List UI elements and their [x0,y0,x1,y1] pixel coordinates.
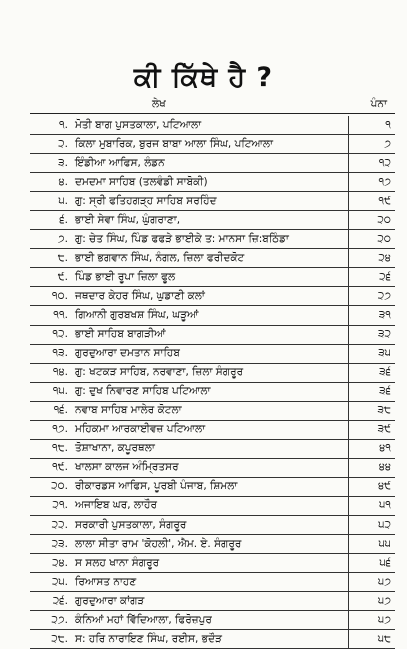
table-row [30,383,395,402]
row-page-number: ੩੫ [378,347,391,360]
row-number: ੫. [58,194,68,207]
table-row [30,421,395,440]
row-title: ਗੁ: ਖਟਕੜ ਸਾਹਿਬ, ਨਰਵਾਣਾ, ਜ਼ਿਲਾ ਸੰਗਰੂਰ [74,364,349,382]
row-page-number: ੨੬ [379,270,391,283]
row-page-number: ੧੭ [378,175,391,188]
row-title: ਮੋਤੀ ਬਾਗ ਪੁਸਤਕਾਲਾ, ਪਟਿਆਲਾ [74,116,349,134]
row-title: ਭਾਈ ਸਾਹਿਬ ਬਾਗੜੀਆਂ [74,326,349,344]
row-page-number: ੩੬ [379,366,391,379]
row-number: ੧੩. [52,347,68,360]
table-row [30,459,395,478]
row-number: ੨੨. [51,518,68,531]
row-number: ੮. [57,251,68,264]
table-row [30,345,395,364]
row-title: ਗੁਰਦੁਆਰਾ ਦਮਤਾਨ ਸਾਹਿਬ [74,345,349,363]
row-page-number: ੫੭ [378,613,391,626]
row-number: ੧. [58,118,68,131]
row-page-number: ੫੨ [378,518,391,531]
table-row [30,287,395,306]
table-row [30,364,395,383]
row-title: ਖਾਲਸਾ ਕਾਲਜ ਅੰਮ੍ਰਿਤਸਰ [74,459,349,477]
table-row [30,135,395,154]
row-title: ਨਵਾਬ ਸਾਹਿਬ ਮਾਲੇਰ ਕੋਟਲਾ [74,402,349,420]
row-page-number: ੪੯ [378,480,391,493]
row-page-number: ੫੭ [378,594,391,607]
row-title: ਭਾਈ ਸੇਵਾ ਸਿੰਘ, ਘੁੰਗਰਾਣਾ, [74,211,349,229]
table-row [30,268,395,287]
row-number: ੧੭. [52,423,68,436]
table-row [30,535,395,554]
table-row [30,497,395,516]
row-page-number: ੨੪ [378,251,391,264]
row-page-number: ੨੭ [377,289,391,302]
row-title: ਗੁਰਦੁਆਰਾ ਕਾਂਗੜ [74,592,349,610]
row-page-number: ੫੧ [379,499,391,512]
table-row [30,192,395,211]
row-number: ੨੦. [51,480,68,493]
row-page-number: ੧੯ [378,194,391,207]
header-divider [30,113,395,114]
row-number: ੧੨. [52,328,68,341]
row-number: ੭. [57,232,68,245]
row-number: ੩. [58,156,68,169]
row-title: ਸ ਸਲਹ ਖਾਨਾ ਸੰਗਰੂਰ [74,554,349,572]
row-title: ਜਥਦਾਰ ਕੇਹਰ ਸਿੰਘ, ਘੁਡਾਣੀ ਕਲਾਂ [74,287,349,305]
row-number: ੧੧. [53,308,68,321]
row-number: ੨੬. [52,594,68,607]
row-number: ੬. [59,213,68,226]
page-title: ਕੀ ਕਿੱਥੇ ਹੈ ? [133,62,274,93]
row-number: ੨. [58,137,68,150]
row-page-number: ੨੦ [377,213,391,226]
table-row [30,592,395,611]
row-title: ਲਾਲਾ ਸੀਤਾ ਰਾਮ 'ਕੋਹਲੀ', ਐਮ. ਏ. ਸੰਗਰੂਰ [74,535,349,553]
row-number: ੪. [58,175,68,188]
row-page-number: ੧ [385,118,391,131]
row-number: ੨੪. [52,556,68,569]
row-title: ਗੁ: ਦੁਖ ਨਿਵਾਰਣ ਸਾਹਿਬ ਪਟਿਆਲਾ [74,383,349,401]
table-row [30,116,395,135]
row-title: ਦਮਦਮਾ ਸਾਹਿਬ (ਤਲਵੰਡੀ ਸਾਬੋਕੀ) [74,173,349,191]
row-title: ਭਾਈ ਭਗਵਾਨ ਸਿੰਘ, ਨੰਗਲ, ਜ਼ਿਲਾ ਫਰੀਦਕੋਟ [74,249,349,267]
row-number: ੧੪. [52,366,68,379]
row-title: ਸਰਕਾਰੀ ਪੁਸਤਕਾਲਾ, ਸੰਗਰੂਰ [74,516,349,534]
row-title: ਸ: ਹਰਿ ਨਾਰਾਇਣ ਸਿੰਘ, ਰਈਸ, ਭਦੌੜ [74,630,349,648]
row-page-number: ੩੮ [377,404,391,417]
table-row [30,573,395,592]
row-page-number: ੫੮ [377,632,391,645]
table-row [30,611,395,630]
row-page-number: ੧੨ [378,156,391,169]
row-title: ਇੰਡੀਆ ਆਫਿਸ, ਲੰਡਨ [74,154,349,172]
row-page-number: ੫੬ [379,556,391,569]
column-header-page: ਪੰਨਾ [370,98,387,110]
table-row [30,230,395,249]
row-number: ੯. [57,270,68,283]
row-number: ੧੦. [51,289,68,302]
row-title: ਅਜਾਇਬ ਘਰ, ਲਾਹੌਰ [74,497,349,515]
table-row [30,478,395,497]
row-page-number: ੪੧ [379,442,391,455]
row-page-number: ੩੧ [378,308,391,321]
table-row [30,554,395,573]
row-page-number: ੫੫ [378,537,391,550]
table-row [30,154,395,173]
row-page-number: ੨੦ [377,232,391,245]
row-page-number: ੩੯ [377,423,391,436]
row-title: ਪਿੰਡ ਭਾਈ ਰੂਪਾ ਜ਼ਿਲਾ ਫੂਲ [74,268,349,286]
table-row [30,516,395,535]
row-title: ਗਿਆਨੀ ਗੁਰਬਖਸ਼ ਸਿੰਘ, ਘੜੂਆਂ [74,306,349,324]
table-row [30,306,395,325]
column-header-article: ਲੇਖ [152,98,166,110]
row-title: ਤੋਸ਼ਾਖਾਨਾ, ਕਪੂਰਥਲਾ [74,440,349,458]
table-row [30,211,395,230]
row-number: ੨੮. [51,632,68,645]
row-title: ਕੰਨਿਆਂ ਮਹਾਂ ਵਿੱਦਿਆਲਾ, ਫਿਰੋਜ਼ਪੁਰ [74,611,349,629]
row-number: ੨੭. [51,613,68,626]
table-row [30,173,395,192]
row-number: ੧੯. [52,461,68,474]
contents-table [30,116,395,649]
row-page-number: ੪੪ [378,461,391,474]
table-row [30,326,395,345]
row-number: ੨੫. [51,575,68,588]
row-number: ੧੫. [52,385,68,398]
table-row [30,440,395,459]
row-number: ੧੮. [52,442,68,455]
row-title: ਰੀਕਾਰਡਸ ਆਫਿਸ, ਪੂਰਬੀ ਪੰਜਾਬ, ਸ਼ਿਮਲਾ [74,478,349,496]
row-number: ੨੧. [52,499,68,512]
row-title: ਗੁ: ਚੇਤ ਸਿੰਘ, ਪਿੰਡ ਫਫੜੇ ਭਾਈਕੇ ਤ: ਮਾਨਸਾ ਜ਼ਿ:ਬਠਿੰਡਾ [74,230,349,248]
row-title: ਕਿਲਾ ਮੁਬਾਰਿਕ, ਬੁਰਜ ਬਾਬਾ ਆਲਾ ਸਿੰਘ, ਪਟਿਆਲਾ [74,135,349,153]
row-page-number: ੩੨ [377,328,391,341]
row-number: ੧੬. [53,404,68,417]
row-title: ਗੁ: ਸ੍ਰੀ ਫਤਿਹਗੜ੍ਹ ਸਾਹਿਬ ਸਰਹਿੰਦ [74,192,349,210]
table-row [30,249,395,268]
row-title: ਰਿਆਸਤ ਨਾਹਣ [74,573,349,591]
row-number: ੨੩. [51,537,68,550]
row-title: ਮਹਿਕਮਾ ਆਰਕਾਈਵਜ਼ ਪਟਿਆਲਾ [74,421,349,439]
row-page-number: ੩੬ [379,385,391,398]
row-page-number: ੭ [384,137,391,150]
table-row [30,402,395,421]
row-page-number: ੫੭ [378,575,391,588]
